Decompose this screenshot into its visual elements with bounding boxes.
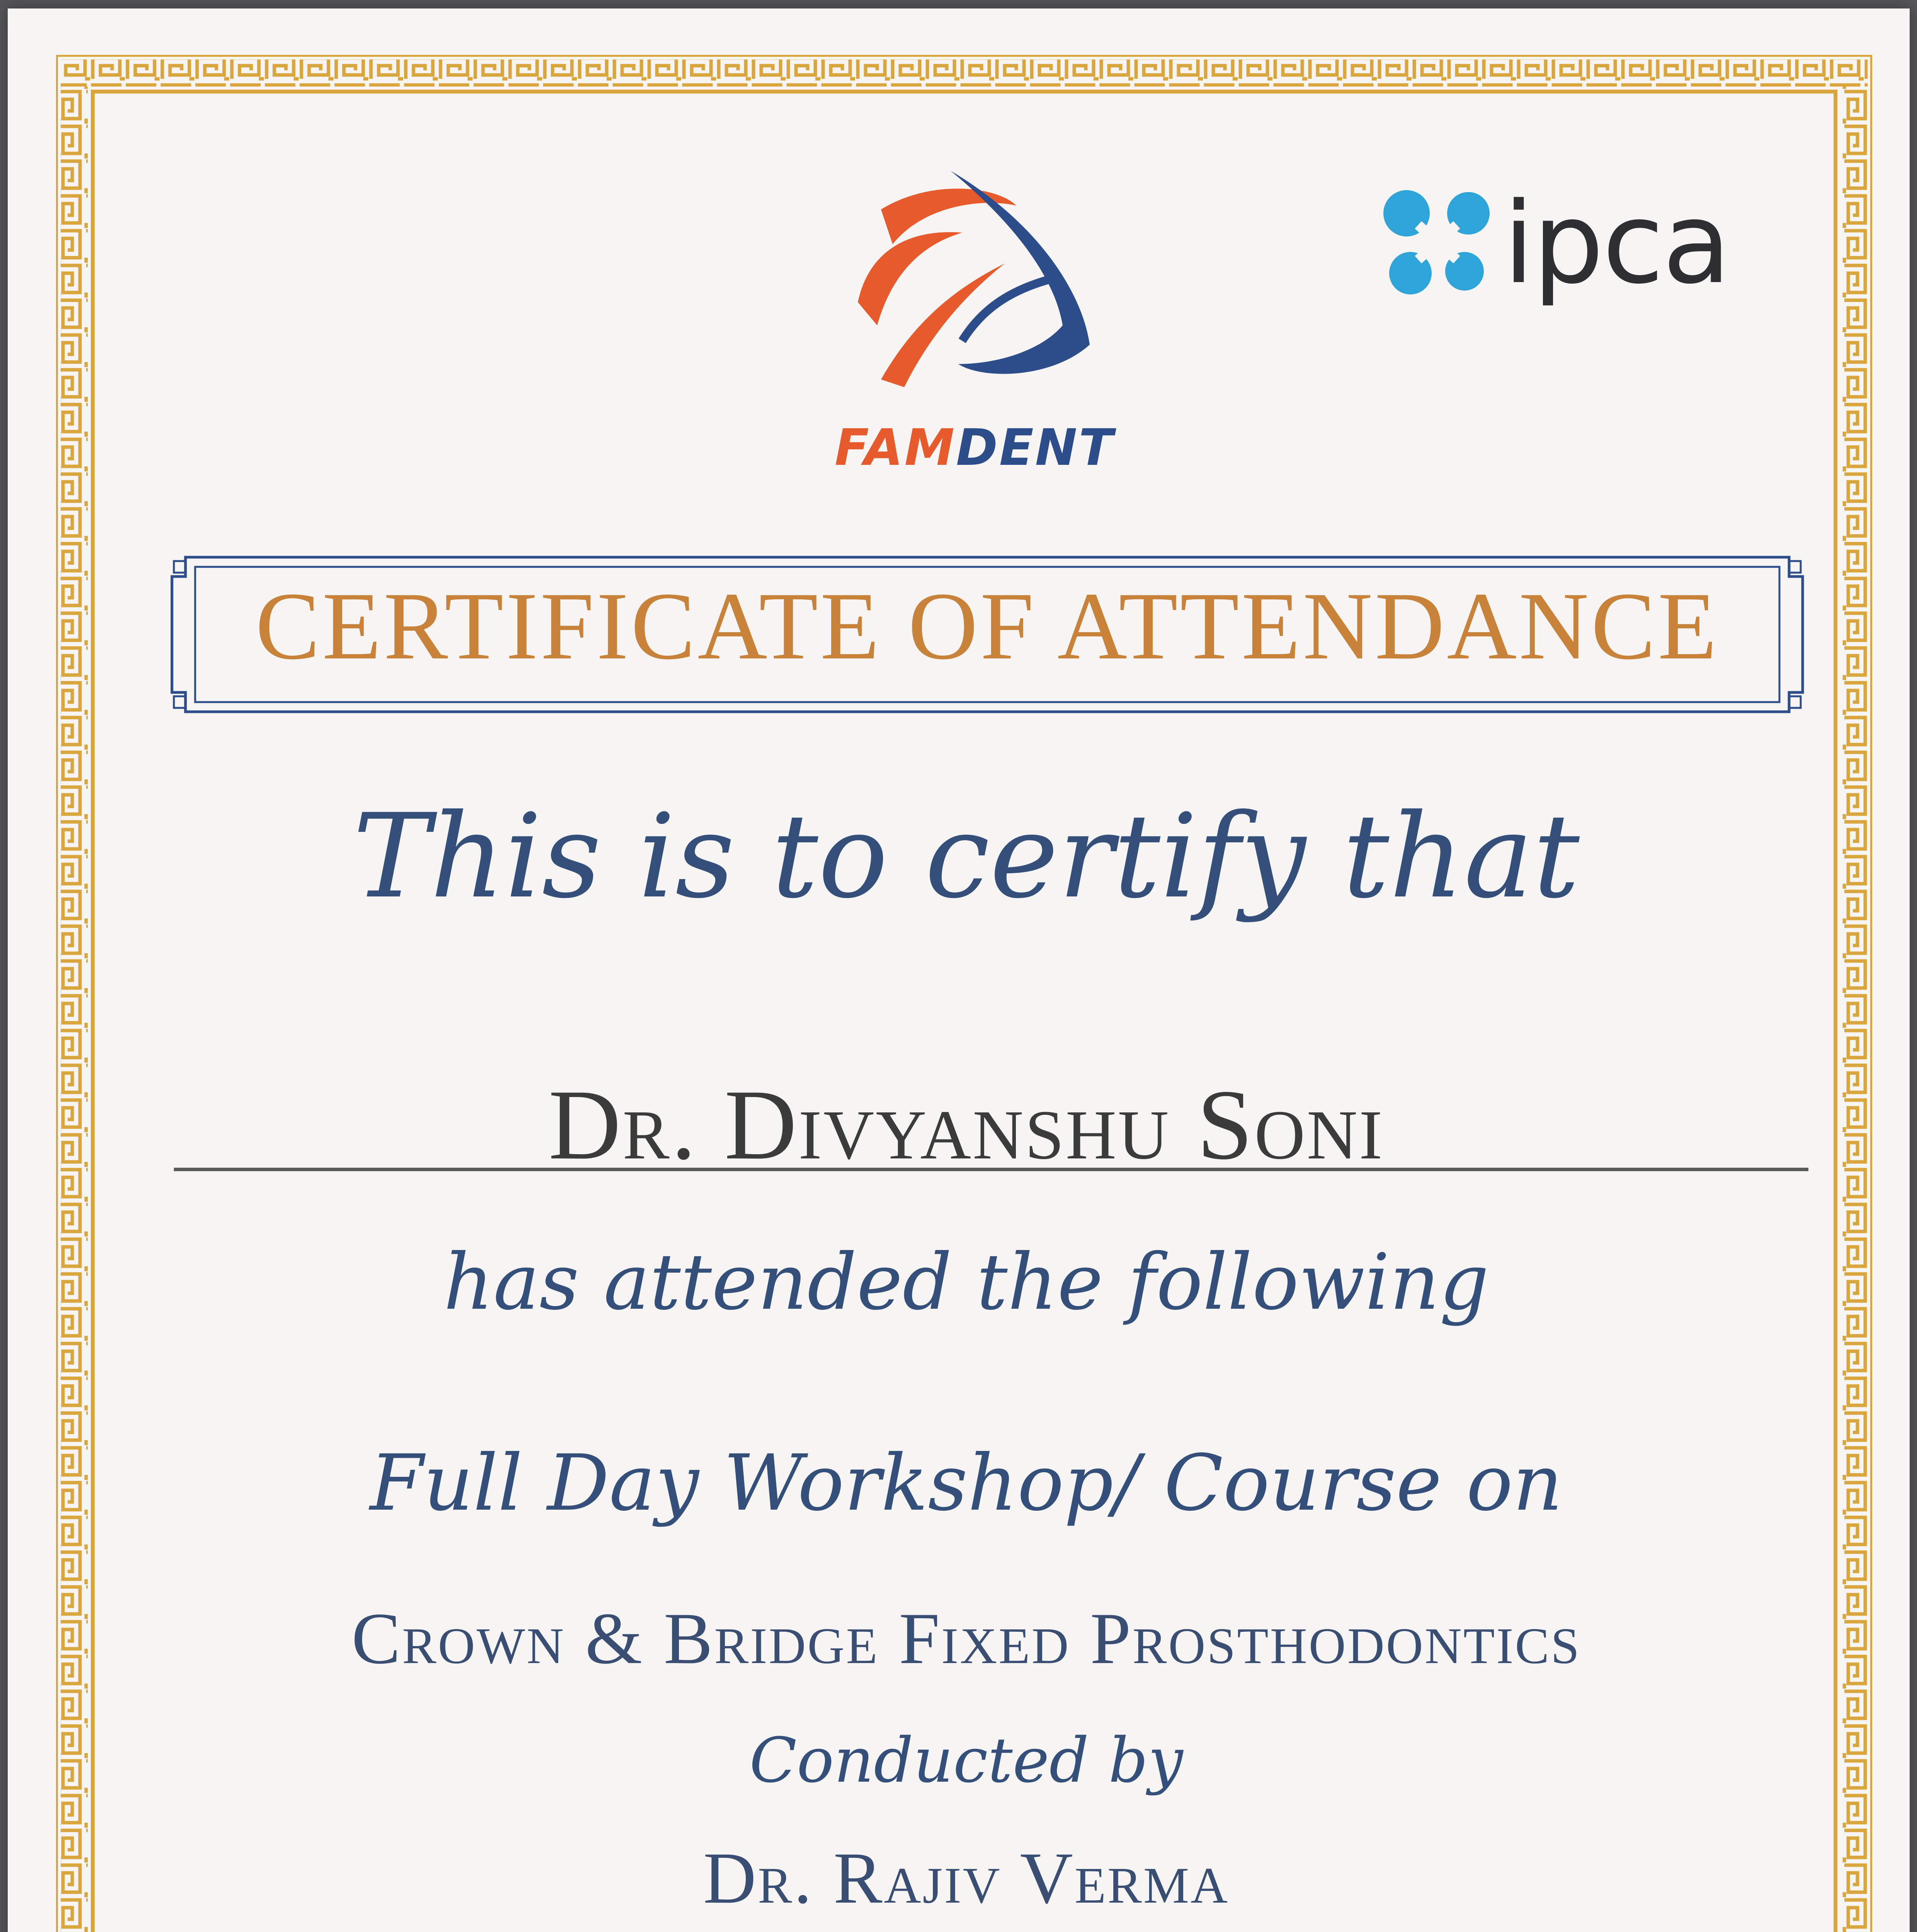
ipca-logo-icon — [1376, 179, 1503, 306]
conductor-name: Dr. Rajiv Verma — [703, 1838, 1230, 1919]
certificate-title: CERTIFICATE OF ATTENDANCE — [255, 573, 1719, 680]
recipient-underline — [174, 1168, 1808, 1171]
conducted-by-line: Conducted by — [749, 1724, 1183, 1796]
famdent-logo-icon — [835, 163, 1113, 410]
recipient-name: Dr. Divyanshu Soni — [548, 1069, 1384, 1180]
certificate-page — [8, 9, 1910, 1932]
ipca-wordmark: ipca — [1503, 179, 1730, 309]
famdent-wordmark — [835, 418, 1114, 477]
course-title: Crown & Bridge Fixed Prosthodontics — [351, 1598, 1581, 1679]
certify-line: This is to certify that — [353, 789, 1580, 924]
attended-line: has attended the following — [443, 1237, 1489, 1327]
workshop-line: Full Day Workshop/ Course on — [370, 1438, 1563, 1528]
famdent-word-dent: DENT — [956, 418, 1115, 477]
famdent-word-fam: FAM — [835, 418, 956, 477]
